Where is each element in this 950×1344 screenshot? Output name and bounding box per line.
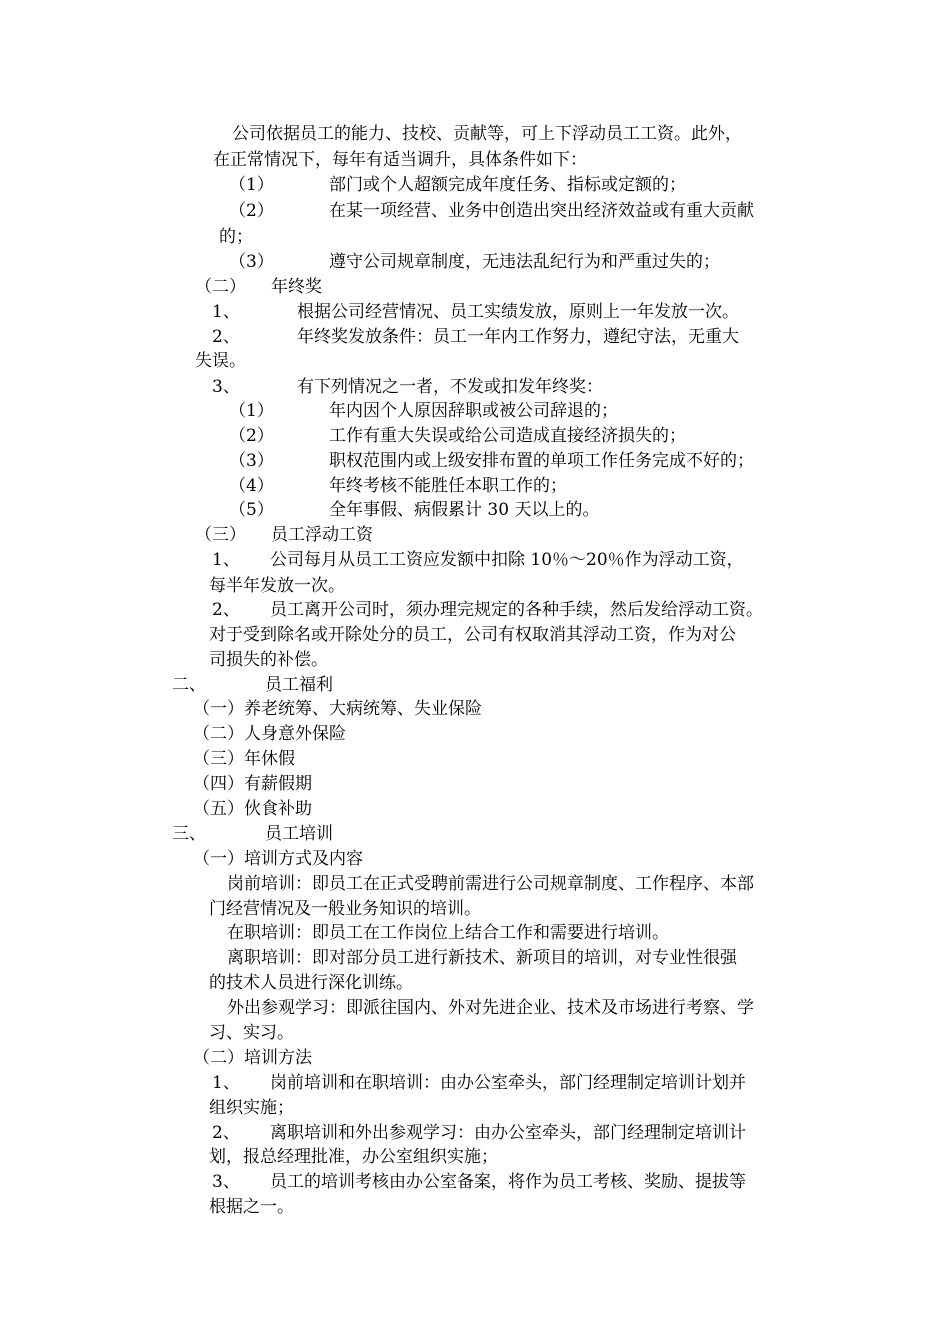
list-item-text: 职权范围内或上级安排布置的单项工作任务完成不好的； <box>329 451 754 471</box>
list-item: （二）人身意外保险 <box>193 724 346 744</box>
section-number: （三） <box>195 525 246 545</box>
paragraph-line: 的； <box>219 227 253 247</box>
list-item-number: （1） <box>229 401 274 421</box>
section-number: 二、 <box>172 675 206 695</box>
paragraph-line: 习、实习。 <box>209 1023 294 1043</box>
list-item-number: （2） <box>229 426 274 446</box>
section-number: 三、 <box>172 824 206 844</box>
section-heading: 员工浮动工资 <box>271 525 373 545</box>
list-item-number: 3、 <box>212 377 240 397</box>
list-item-text: 有下列情况之一者，不发或扣发年终奖： <box>297 377 603 397</box>
paragraph-line: 在职培训：即员工在工作岗位上结合工作和需要进行培训。 <box>227 923 669 943</box>
subsection-heading: （一）培训方式及内容 <box>193 849 363 869</box>
section-heading: 员工福利 <box>265 675 333 695</box>
paragraph-line: 离职培训：即对部分员工进行新技术、新项目的培训，对专业性很强 <box>227 948 737 968</box>
list-item-number: 1、 <box>212 302 240 322</box>
list-item-text: 工作有重大失误或给公司造成直接经济损失的； <box>329 426 686 446</box>
paragraph-line: 根据之一。 <box>209 1197 294 1217</box>
list-item-number: （4） <box>229 476 274 496</box>
list-item-text: 在某一项经营、业务中创造出突出经济效益或有重大贡献 <box>329 201 754 221</box>
paragraph-line: 失误。 <box>195 351 246 371</box>
list-item-text: 公司每月从员工工资应发额中扣除 10％～20％作为浮动工资， <box>270 550 744 570</box>
list-item-number: 1、 <box>212 550 240 570</box>
list-item-number: （5） <box>229 500 274 520</box>
paragraph-line: 岗前培训：即员工在正式受聘前需进行公司规章制度、工作程序、本部 <box>227 874 754 894</box>
paragraph-line: 的技术人员进行深化训练。 <box>209 973 413 993</box>
subsection-heading: （二）培训方法 <box>193 1048 312 1068</box>
list-item-text: 岗前培训和在职培训：由办公室牵头，部门经理制定培训计划并 <box>270 1073 746 1093</box>
list-item-text: 年终奖发放条件：员工一年内工作努力，遵纪守法，无重大 <box>297 327 739 347</box>
paragraph-line: 公司依据员工的能力、技校、贡献等，可上下浮动员工工资。此外， <box>232 124 742 144</box>
paragraph-line: 划，报总经理批准，办公室组织实施； <box>209 1147 498 1167</box>
list-item: （三）年休假 <box>193 749 295 769</box>
list-item-number: （3） <box>229 451 274 471</box>
list-item-text: 离职培训和外出参观学习：由办公室牵头，部门经理制定培训计 <box>270 1123 746 1143</box>
section-heading: 年终奖 <box>271 277 322 297</box>
list-item-number: （3） <box>229 252 274 272</box>
paragraph-line: 外出参观学习：即派往国内、外对先进企业、技术及市场进行考察、学 <box>227 998 754 1018</box>
paragraph-line: 每半年发放一次。 <box>209 576 345 596</box>
list-item: （五）伙食补助 <box>193 799 312 819</box>
list-item-text: 员工离开公司时，须办理完规定的各种手续，然后发给浮动工资。 <box>270 600 763 620</box>
list-item-number: （1） <box>229 175 274 195</box>
list-item-text: 员工的培训考核由办公室备案，将作为员工考核、奖励、提拔等 <box>270 1172 746 1192</box>
list-item-text: 全年事假、病假累计 30 天以上的。 <box>329 500 600 520</box>
list-item-number: 2、 <box>212 327 240 347</box>
list-item-number: 2、 <box>212 600 240 620</box>
paragraph-line: 组织实施； <box>209 1098 294 1118</box>
list-item-number: 2、 <box>212 1123 240 1143</box>
paragraph-line: 对于受到除名或开除处分的员工，公司有权取消其浮动工资，作为对公 <box>209 625 736 645</box>
paragraph-line: 在正常情况下，每年有适当调升，具体条件如下： <box>213 150 587 170</box>
list-item: （一）养老统筹、大病统筹、失业保险 <box>193 699 482 719</box>
list-item-text: 年内因个人原因辞职或被公司辞退的； <box>329 401 618 421</box>
list-item-text: 部门或个人超额完成年度任务、指标或定额的； <box>329 175 686 195</box>
section-number: （二） <box>195 277 246 297</box>
list-item-text: 年终考核不能胜任本职工作的； <box>329 476 567 496</box>
list-item-number: （2） <box>229 201 274 221</box>
list-item-number: 3、 <box>212 1172 240 1192</box>
list-item-text: 根据公司经营情况、员工实绩发放，原则上一年发放一次。 <box>297 302 739 322</box>
list-item-number: 1、 <box>212 1073 240 1093</box>
list-item: （四）有薪假期 <box>193 774 312 794</box>
paragraph-line: 司损失的补偿。 <box>209 650 328 670</box>
list-item-text: 遵守公司规章制度，无违法乱纪行为和严重过失的； <box>329 252 720 272</box>
paragraph-line: 门经营情况及一般业务知识的培训。 <box>209 899 481 919</box>
section-heading: 员工培训 <box>265 824 333 844</box>
